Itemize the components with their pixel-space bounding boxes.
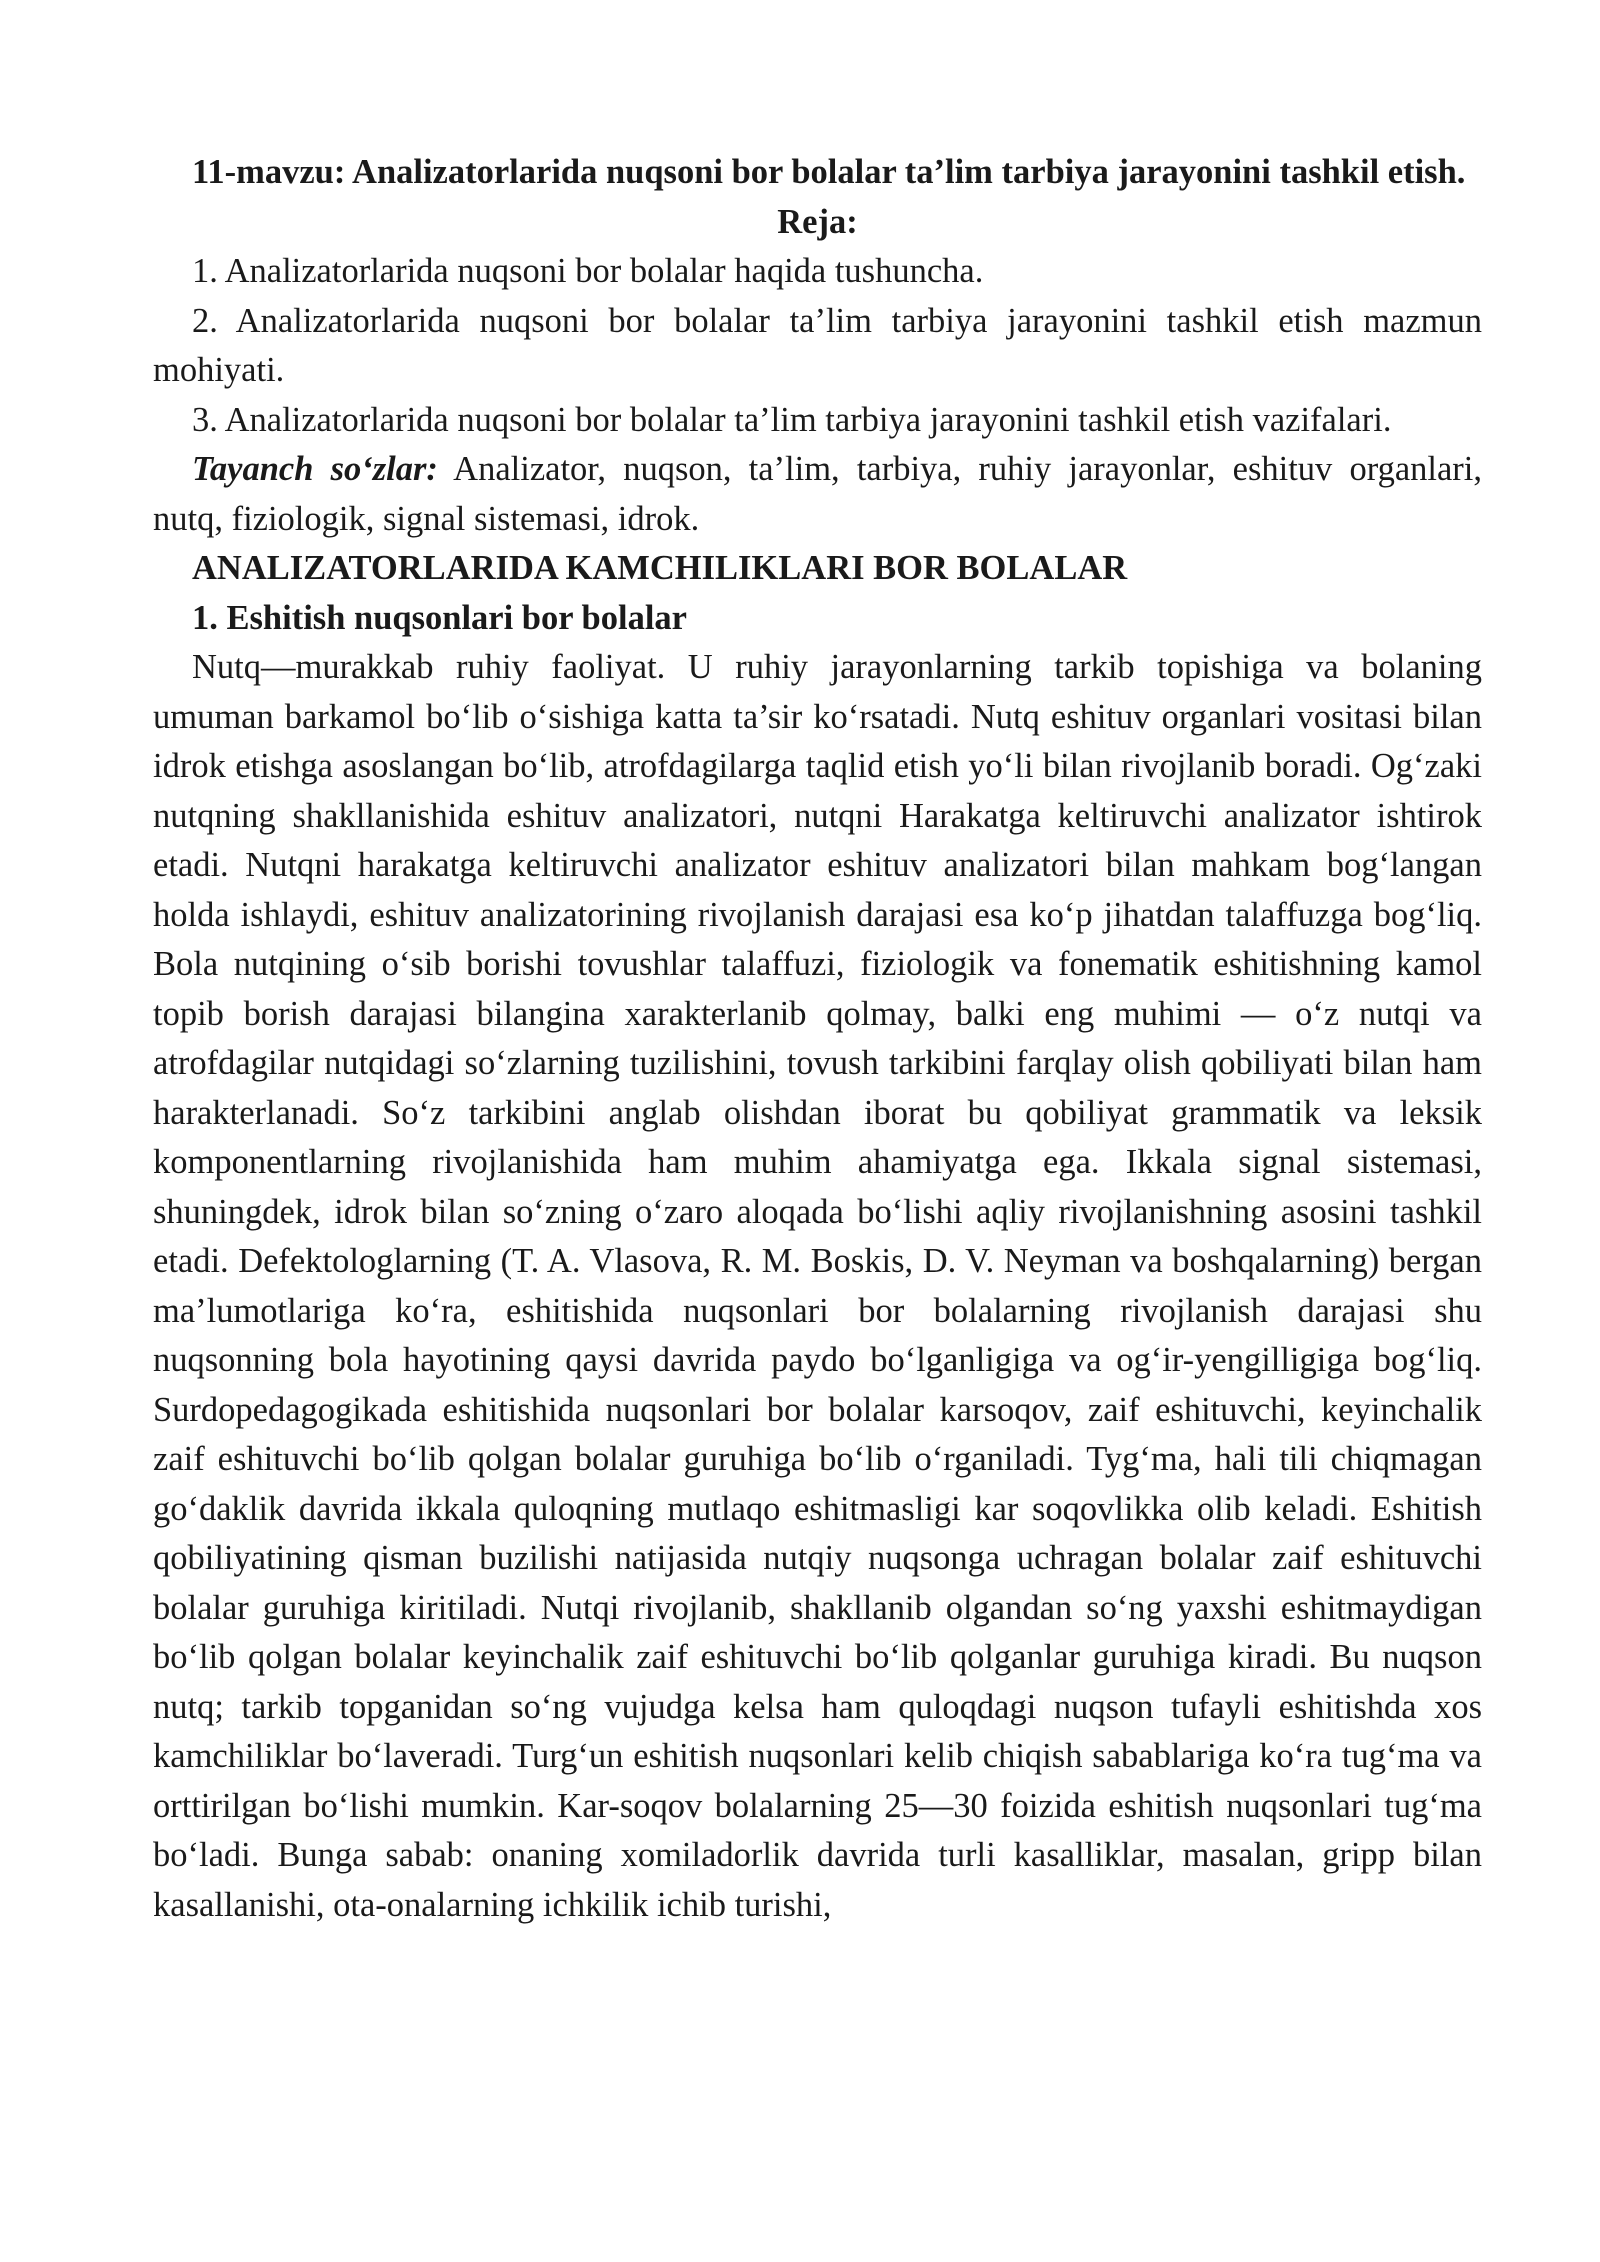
keywords-text: Analizator, nuqson, ta’lim, tarbiya, ruhiy jarayonlar, eshituv organlari, nutq, fiziologik, signal sistemasi, idrok. [153,450,1482,538]
plan-item-1: 1. Analizatorlarida nuqsoni bor bolalar haqida tushuncha. [192,252,984,290]
plan-item-2: 2. Analizatorlarida nuqsoni bor bolalar ta’lim tarbiya jarayonini tashkil etish mazmun mohiyati. [153,301,1482,389]
subsection-heading: 1. Eshitish nuqsonlari bor bolalar [192,598,687,637]
topic-title: 11-mavzu: Analizatorlarida nuqsoni bor bolalar ta’lim tarbiya jarayonini tashkil etish. [192,153,1466,191]
keywords-paragraph [153,445,1482,544]
section-heading: ANALIZATORLARIDA KAMCHILIKLARI BOR BOLALAR [192,549,1128,587]
body-paragraph: Nutq—murakkab ruhiy faoliyat. U ruhiy jarayonlarning tarkib topishiga va bolaning umuman barkamol bo‘lib o‘sishiga katta ta’sir ko‘rsatadi. Nutq eshituv organlari vositasi bilan idrok etishga asoslangan bo‘lib, atrofdagilarga taqlid etish yo‘li bilan rivojlanib boradi. Og‘zaki nutqning shakllanishida eshituv analizatori, nutqni Harakatga keltiruvchi analizator ishtirok etadi. Nutqni harakatga keltiruvchi analizator eshituv analizatori bilan mahkam bog‘langan holda ishlaydi, eshituv analizatorining rivojlanish darajasi esa ko‘p jihatdan talaffuzga bog‘liq. Bola nutqining o‘sib borishi tovushlar talaffuzi, fiziologik va fonematik eshitishning kamol topib borish darajasi bilangina xarakterlanib qolmay, balki eng muhimi — o‘z nutqi va atrofdagilar nutqidagi so‘zlarning tuzilishini, tovush tarkibini farqlay olish qobiliyati bilan ham harakterlanadi. So‘z tarkibini anglab olishdan iborat bu qobiliyat grammatik va leksik komponentlarning rivojlanishida ham muhim ahamiyatga ega. Ikkala signal sistemasi, shuningdek, idrok bilan so‘zning o‘zaro aloqada bo‘lishi aqliy rivojlanishning asosini tashkil etadi. Defektologlarning (T. A. Vlasova, R. M. Boskis, D. V. Neyman va boshqalarning) bergan ma’lumotlariga ko‘ra, eshitishida nuqsonlari bor bolalarning rivojlanish darajasi shu nuqsonning bola hayotining qaysi davrida paydo bo‘lganligiga va og‘ir-yengilligiga bog‘liq. Surdopedagogikada eshitishida nuqsonlari bor bolalar karsoqov, zaif eshituvchi, keyinchalik zaif eshituvchi bo‘lib qolgan bolalar guruhiga bo‘lib o‘rganiladi. Tyg‘ma, hali tili chiqmagan go‘daklik davrida ikkala quloqning mutlaqo eshitmasligi kar soqovlikka olib keladi. Eshitish qobiliyatining qisman buzilishi natijasida nutqiy nuqsonga uchragan bolalar zaif eshituvchi bolalar guruhiga kiritiladi. Nutqi rivojlanib, shakllanib olgandan so‘ng yaxshi eshitmaydigan bo‘lib qolgan bolalar keyinchalik zaif eshituvchi bo‘lib qolganlar guruhiga kiradi. Bu nuqson nutq; tarkib topganidan so‘ng vujudga kelsa ham quloqdagi nuqson tufayli eshitishda xos kamchiliklar bo‘laveradi. Turg‘un eshitish nuqsonlari kelib chiqish sabablariga ko‘ra tug‘ma va orttirilgan bo‘lishi mumkin. Kar-soqov bolalarning 25—30 foizida eshitish nuqsonlari tug‘ma bo‘ladi. Bunga sabab: onaning xomiladorlik davrida turli kasalliklar, masalan, gripp bilan kasallanishi, ota-onalarning ichkilik ichib turishi, [153,648,1482,1924]
plan-item-3: 3. Analizatorlarida nuqsoni bor bolalar ta’lim tarbiya jarayonini tashkil etish vazifalari. [192,400,1392,439]
plan-heading: Reja: [777,202,858,241]
keywords-label: Tayanch so‘zlar: [192,450,438,488]
